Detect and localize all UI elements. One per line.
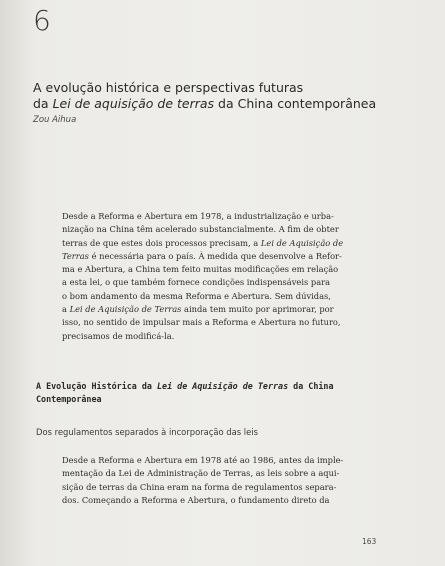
title-law-name: Lei de aquisição de terras: [52, 96, 215, 111]
paragraph-line: a esta lei, o que também fornece condições indispensáveis para: [62, 277, 331, 288]
subsection-heading: Dos regulamentos separados à incorporação das leis: [36, 427, 258, 437]
text-run: é necessária para o país. À medida que desenvolve a Refor-: [88, 250, 342, 261]
text-run: ainda tem muito por aprimorar, por: [181, 304, 334, 315]
paragraph-line: precisamos de modificá-la.: [62, 330, 175, 341]
paragraph-line: [62, 250, 387, 263]
chapter-number: 6: [33, 4, 51, 37]
italic-law-name: Lei de Aquisição de: [260, 237, 344, 248]
paragraph-line: Desde a Reforma e Abertura em 1978, a industrialização e urba-: [62, 211, 334, 221]
paragraph-line: dos. Começando a Reforma e Abertura, o fundamento direto da: [62, 494, 330, 505]
paragraph-line: o bom andamento da mesma Reforma e Abertura. Sem dúvidas,: [62, 290, 331, 301]
text-run: terras de que estes dois processos precisam, a: [62, 237, 261, 248]
text-run: da China: [288, 381, 334, 391]
paragraph-line: sição de terras da China eram na forma de regulamentos separa-: [62, 481, 337, 492]
title-line-1: A evolução histórica e perspectivas futuras: [33, 80, 304, 95]
paragraph-line: ma e Abertura, a China tem feito muitas modificações em relação: [62, 264, 339, 275]
paragraph-line: nização na China têm acelerado substancialmente. A fim de obter: [62, 224, 339, 235]
paragraph-line: [62, 303, 387, 316]
chapter-title: [33, 80, 413, 112]
italic-law-name: Terras: [62, 250, 89, 261]
intro-paragraph: [62, 210, 387, 343]
paragraph-line: [62, 237, 387, 250]
title-line-2: [33, 96, 413, 112]
title-prefix: da: [33, 96, 53, 111]
italic-law-name: Lei de Aquisição de Terras: [69, 304, 182, 315]
section-heading: [36, 380, 388, 406]
page-number: 163: [362, 537, 377, 546]
paragraph-line: Desde a Reforma e Abertura em 1978 até ao 1986, antes da imple-: [62, 455, 344, 465]
paragraph-line: mentação da Lei de Administração de Terras, as leis sobre a aqui-: [62, 468, 340, 479]
section-heading-line-1: [36, 380, 388, 393]
text-run: a: [62, 304, 70, 315]
paragraph-line: isso, no sentido de impulsar mais a Reforma e Abertura no futuro,: [62, 317, 341, 328]
author-name: Zou Aihua: [33, 115, 77, 125]
italic-law-name: Lei de Aquisição de Terras: [157, 381, 289, 391]
body-paragraph: [62, 454, 387, 507]
text-run: A Evolução Histórica da: [36, 381, 158, 391]
section-heading-line-2: Contemporânea: [36, 394, 102, 404]
title-suffix: da China contemporânea: [214, 96, 377, 111]
